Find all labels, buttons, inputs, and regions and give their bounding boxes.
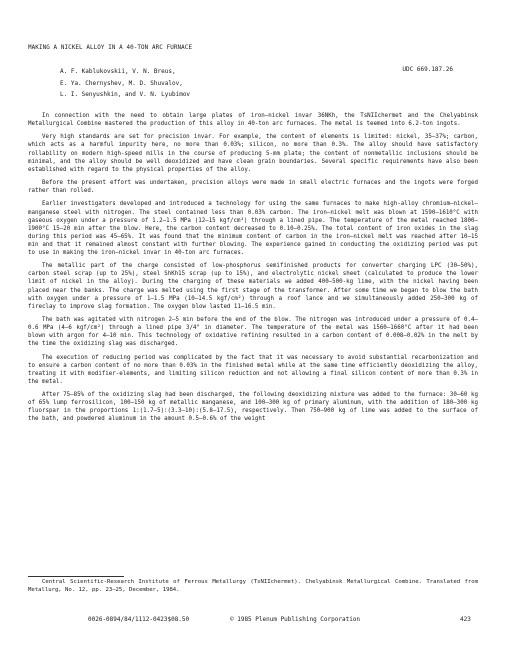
author-list [60,66,190,101]
author-line: L. I. Senyushkin, and V. N. Lyubimov [60,91,191,98]
body-paragraph: After 75–85% of the oxidizing slag had been discharged, the following deoxidizing mixture was added to the furnace: 30–60 kg of 65% lump ferrosilicon, 100–150 kg of metallic manganese, and 100–300 kg of primary aluminum, with the addition of 180–300 kg fluorspar in the proportions 1:(1.7–5):(3.3–10):(5.8–17.5), respectively. Then 750–900 kg of lime was added to the surface of the bath, and powdered aluminum in the amount 0.5–0.6% of the weight [28,392,478,423]
author-line: A. F. Kablukovskii, V. N. Breus, [60,68,176,75]
page-number: 423 [460,616,471,623]
body-paragraph: Before the present effort was undertaken, precision alloys were made in small electric furnaces and the ingots were forged rather than rolled. [28,180,478,195]
body-paragraph: Very high standards are set for precision invar. For example, the content of elements is limited: nickel, 35–37%; carbon, which acts as a harmful impurity here, no more than 0.03%; silicon, no more than 0.3%. The alloy should have satisfactory rollability on modern high-speed mills in the course of producing 5-mm plate; the content of nonmetallic inclusions should be minimal, and the alloy should be well deoxidized and have clean grain boundaries. Several specific requirements have also been established with regard to the physical properties of the alloy. [28,134,478,173]
body-paragraph: In connection with the need to obtain large plates of iron–nickel invar 36NKh, the TsNIIchermet and the Chelyabinsk Metallurgical Combine mastered the production of this alloy in 40-ton arc furnaces. The metal is teemed into 6.2-ton ingots. [28,113,478,128]
article-title: MAKING A NICKEL ALLOY IN A 40-TON ARC FURNACE [28,45,193,51]
body-paragraph: The metallic part of the charge consisted of low-phosphorus semifinished products for converter charging LPC (30–50%), carbon steel scrap (up to 25%), steel ShKh15 scrap (up to 15%), and electrolytic nickel sheet (calculated to produce the lower limit of nickel in the alloy). During the charging of these materials we added 400–500-kg lime, with the nickel having been placed near the banks. The charge was melted using the first stage of the transformer. After some time we began to blow the bath with oxygen under a pressure of 1–1.5 MPa (10–14.5 kgf/cm²) through a roof lance and we simultaneously added 250–300 kg of fireclay to improve slag formation. The oxygen blow lasted 11–16.5 min. [28,263,478,310]
author-line: E. Ya. Chernyshev, M. D. Shuvalov, [60,79,183,87]
udc-code: UDC 669.187.26 [402,66,453,73]
copyright-notice: © 1985 Plenum Publishing Corporation [230,616,361,623]
body-paragraph: The execution of reducing period was complicated by the fact that it was necessary to avoid substantial recarbonization and to ensure a carbon content of no more than 0.03% in the finished metal while at the same time efficiently deoxidizing the alloy, treating it with modifier-elements, and limiting silicon reduction and not allowing a final silicon content of more than 0.3% in the metal. [28,354,478,385]
body-paragraph: Earlier investigators developed and introduced a technology for using the same furnaces to make high-alloy chromium–nickel–manganese steel with nitrogen. The steel contained less than 0.03% carbon. The iron–nickel melt was blown at 1590–1610°C with gaseous oxygen under a pressure of 1.2–1.5 MPa (12–15 kgf/cm²) through a lined pipe. The temperature of the metal reached 1800–1900°C 15–20 min after the blow. Here, the carbon content decreased to 0.10–0.25%. The total content of iron oxides in the slag during this period was 45–65%. It was found that the minimum content of carbon in the iron–nickel melt was reached after 10–15 min and that it remained almost constant with further blowing. The experience gained in conducting the oxidizing period was put to use in making the iron–nickel invar in 40-ton arc furnaces. [28,201,478,256]
footnote-divider [28,576,124,577]
affiliation-footnote: Central Scientific-Research Institute of Ferrous Metallurgy (TsNIIchermet). Chelyabinsk Metallurgical Combine. Translated from Metallurg, No. 12, pp. 23–25, December, 1984. [28,579,478,593]
article-body [28,112,478,429]
article-code: 0026-0894/84/1112-0423$08.50 [88,616,190,623]
body-paragraph: The bath was agitated with nitrogen 2–5 min before the end of the blow. The nitrogen was introduced under a pressure of 0.4–0.6 MPa (4–6 kgf/cm²) through a lined pipe 3/4" in diameter. The temperature of the metal was 1560–1660°C after it had been blown with argon for 4–10 min. This technology of oxidative refining resulted in a carbon content of 0.008–0.02% in the melt by the time the oxidizing slag was discharged. [28,317,478,348]
